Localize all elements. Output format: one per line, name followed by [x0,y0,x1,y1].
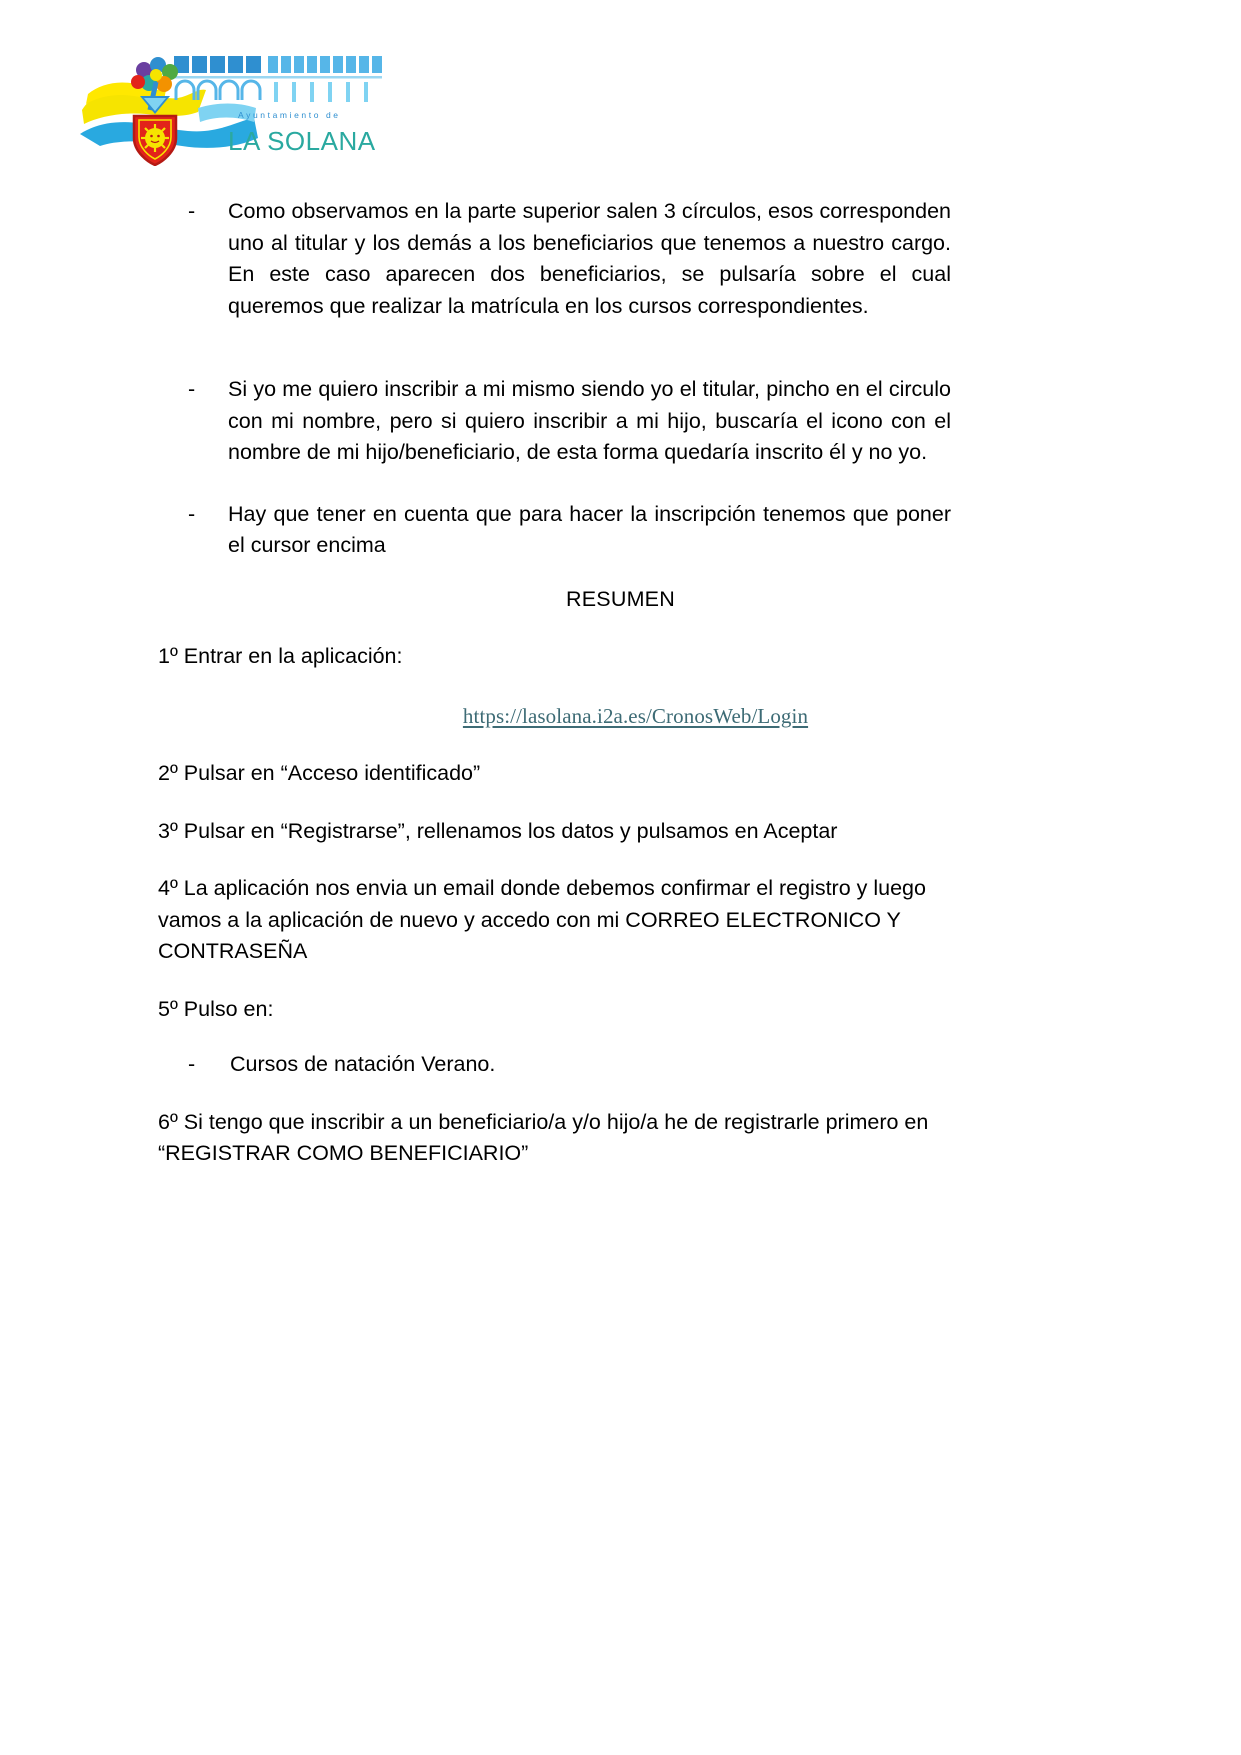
step-3: 3º Pulsar en “Registrarse”, rellenamos los datos y pulsamos en Aceptar [158,818,838,843]
bullet-dash: - [188,377,196,401]
document-body [0,196,1241,1170]
step-5-sub-text: Cursos de natación Verano. [230,1052,496,1076]
step-5: 5º Pulso en: [158,996,274,1021]
step-1: 1º Entrar en la aplicación: [158,644,403,668]
logo-icon [78,38,388,166]
logo-small-text: Ayuntamiento de [238,110,341,120]
spacer [0,469,1241,499]
logo-main-text: LA SOLANA [228,126,376,156]
step-2: 2º Pulsar en “Acceso identificado” [158,761,481,785]
ayuntamiento-de-la-solana-logo [78,38,388,166]
resumen-heading: RESUMEN [566,586,675,611]
step-6: 6º Si tengo que inscribir a un beneficiario/a y/o hijo/a he de registrarle primero en “REGISTRAR COMO BENEFICIARIO” [158,1109,929,1165]
bullet-item [0,196,1241,322]
link-line [30,701,1241,733]
bullet-item [0,499,1241,562]
bullet-text: Como observamos en la parte superior salen 3 círculos, esos corresponden uno al titular y los demás a los beneficiarios que tenemos a nuestro cargo. En este caso aparecen dos beneficiarios, se pulsaría sobre el cual queremos que realizar la matrícula en los cursos correspondientes. [228,199,951,318]
bullet-dash: - [188,1052,196,1076]
bullet-item [0,374,1241,469]
bullet-dash: - [188,501,196,526]
bullet-text: Hay que tener en cuenta que para hacer la inscripción tenemos que poner el cursor encima [228,501,951,557]
bullet-text: Si yo me quiero inscribir a mi mismo siendo yo el titular, pincho en el circulo con mi nombre, pero si quiero inscribir a mi hijo, buscaría el icono con el nombre de mi hijo/beneficiario, de esta forma quedaría inscrito él y no yo. [228,377,951,464]
step-5-sub-item [0,1049,1241,1081]
spacer [0,322,1241,374]
cronosweb-login-link[interactable]: https://lasolana.i2a.es/CronosWeb/Login [462,703,809,728]
bullet-dash: - [188,199,196,223]
step-4: 4º La aplicación nos envia un email donde debemos confirmar el registro y luego vamos a la aplicación de nuevo y accedo con mi CORREO ELECTRONICO Y CONTRASEÑA [158,876,926,963]
